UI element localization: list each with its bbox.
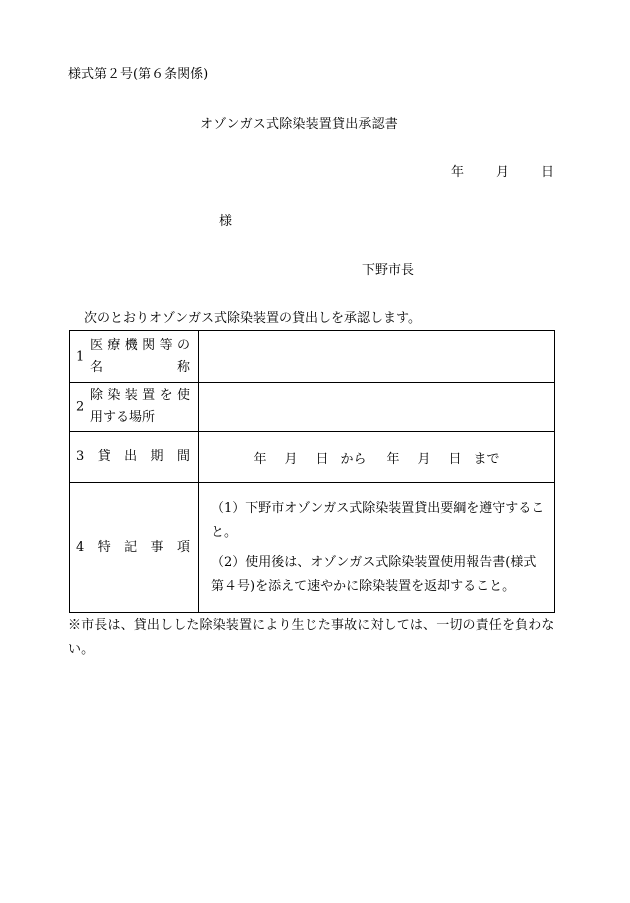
label-char: を <box>159 388 173 403</box>
period-month: 月 <box>284 451 298 467</box>
label-char: 使 <box>176 388 190 403</box>
loan-period-value-cell[interactable] <box>199 432 555 483</box>
label-char: 特 <box>97 539 111 555</box>
label-char: 期 <box>150 449 164 464</box>
table-row-usage-location <box>70 383 555 432</box>
label-char: 出 <box>124 449 138 464</box>
label-line <box>90 407 190 429</box>
table-row-facility-name <box>70 331 555 383</box>
special-note-item-2: （2）使用後は、オゾンガス式除染装置使用報告書(様式第４号)を添えて速やかに除染装置を返却すること。 <box>211 554 537 594</box>
usage-location-value-cell[interactable] <box>199 383 555 432</box>
label-char: 置 <box>142 388 156 403</box>
row-number: 1 <box>76 349 85 364</box>
label-char: 医 <box>90 337 104 353</box>
date-year-label: 年 <box>451 165 465 180</box>
special-notes-label-cell <box>70 483 199 613</box>
recipient-honorific: 様 <box>219 214 233 229</box>
period-month: 月 <box>417 451 431 467</box>
label-char: 項 <box>176 539 190 555</box>
document-title: オゾンガス式除染装置貸出承認書 <box>200 117 399 132</box>
label-char: 事 <box>150 539 164 555</box>
loan-period-label-cell <box>70 432 199 483</box>
period-from: から <box>340 451 367 467</box>
table-row-special-notes <box>70 483 555 613</box>
period-year: 年 <box>253 451 267 467</box>
special-note-item-1: （1）下野市オゾンガス式除染装置貸出要綱を遵守すること。 <box>211 500 545 540</box>
label-line <box>90 385 190 407</box>
period-day: 日 <box>448 451 462 467</box>
table-row-loan-period <box>70 432 555 483</box>
loan-period-template <box>199 448 554 467</box>
label-line <box>90 357 190 379</box>
footnote-disclaimer: ※市長は、貸出しした除染装置により生じた事故に対しては、一切の責任を負わない。 <box>68 618 555 657</box>
date-month-label: 月 <box>496 165 510 180</box>
label-char: 染 <box>107 388 121 403</box>
label-line <box>76 537 190 559</box>
label-char: 貸 <box>97 449 111 464</box>
label-line <box>76 446 190 468</box>
date-day-label: 日 <box>541 165 555 180</box>
label-char: 等 <box>159 337 173 353</box>
row-number: 4 <box>76 539 85 555</box>
label-char: 記 <box>124 539 138 555</box>
label-char: 間 <box>176 449 190 464</box>
label-char: 関 <box>142 337 156 353</box>
label-char: 除 <box>90 388 104 403</box>
period-day: 日 <box>315 451 329 467</box>
special-notes-value-cell <box>199 483 555 613</box>
label-char: 称 <box>176 359 190 375</box>
detail-table <box>69 330 555 613</box>
intro-statement: 次のとおりオゾンガス式除染装置の貸出しを承認します。 <box>84 311 421 326</box>
label-text: 用する場所 <box>90 410 156 425</box>
period-until: まで <box>473 451 500 467</box>
facility-name-value-cell[interactable] <box>199 331 555 383</box>
period-year: 年 <box>386 451 400 467</box>
label-char: 機 <box>124 337 138 353</box>
label-char: 療 <box>107 337 121 353</box>
issuer-name: 下野市長 <box>362 263 415 278</box>
row-number: 3 <box>76 449 85 464</box>
label-char: 装 <box>124 388 138 403</box>
label-char: 名 <box>90 359 104 375</box>
label-char: の <box>176 337 190 353</box>
row-number: 2 <box>76 399 85 415</box>
label-line <box>90 335 190 357</box>
form-number: 様式第２号(第６条関係) <box>68 67 209 82</box>
facility-name-label-cell <box>70 331 199 383</box>
usage-location-label-cell <box>70 383 199 432</box>
